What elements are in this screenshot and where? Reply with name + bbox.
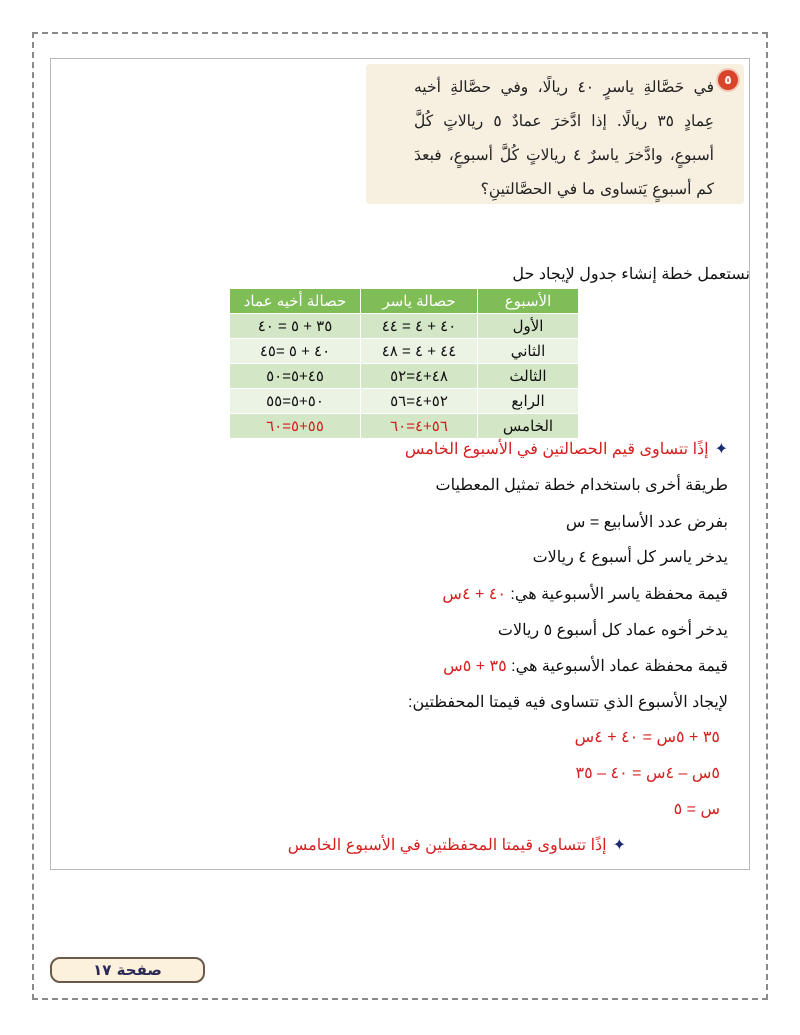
intro-text: نستعمل خطة إنشاء جدول لإيجاد حل <box>512 266 750 283</box>
assume-line: بفرض عدد الأسابيع = س <box>565 514 728 531</box>
table-cell-week: الثالث <box>478 364 579 389</box>
table-cell-week: الأول <box>478 314 579 339</box>
emad-value-expr: ٣٥ + ٥س <box>443 658 507 675</box>
page-number-label: صفحة ١٧ <box>50 957 205 983</box>
table-cell-week: الثاني <box>478 339 579 364</box>
yasir-value-label: قيمة محفظة ياسر الأسبوعية هي: <box>510 586 728 603</box>
yasir-value-expr: ٤٠ + ٤س <box>442 586 506 603</box>
header-emad: حصالة أخيه عماد <box>230 289 361 314</box>
problem-text: في حَصَّالةِ ياسرٍ ٤٠ ريالًا، وفي حصَّالةِ أخيه عِمادٍ ٣٥ ريالًا. إذا ادَّخرَ عمادٌ ٥ ريالاتٍ كُلَّ أسبوعٍ، وادَّخرَ ياسرٌ ٤ ريالاتٍ كُلَّ أسبوعٍ، فبعدَ كم أسبوعٍ يَتساوى ما في الحصَّالتينِ؟ <box>414 78 714 198</box>
diamond-bullet-icon: ✦ <box>714 441 728 458</box>
table-row <box>230 339 579 364</box>
yasir-saves-line: يدخر ياسر كل أسبوع ٤ ريالات <box>532 549 728 566</box>
table-cell-yasir: ٥٦+٤=٦٠ <box>361 414 478 439</box>
table-cell-yasir: ٤٤ + ٤ = ٤٨ <box>361 339 478 364</box>
equation-1: ٣٥ + ٥س = ٤٠ + ٤س <box>574 729 720 746</box>
table-cell-emad: ٤٠ + ٥ =٤٥ <box>230 339 361 364</box>
table-row <box>230 414 579 439</box>
table-cell-yasir: ٤٨+٤=٥٢ <box>361 364 478 389</box>
emad-value-line <box>443 656 728 676</box>
table-row <box>230 389 579 414</box>
problem-number-badge: ٥ <box>718 70 738 90</box>
yasir-value-line <box>442 584 728 604</box>
conclusion-1-text: إذًا تتساوى قيم الحصالتين في الأسبوع الخامس <box>404 441 709 458</box>
table-cell-week: الرابع <box>478 389 579 414</box>
conclusion-1 <box>405 439 728 459</box>
method2-title: طريقة أخرى باستخدام خطة تمثيل المعطيات <box>435 477 728 494</box>
header-yasir: حصالة ياسر <box>361 289 478 314</box>
savings-table <box>229 288 579 439</box>
table-cell-emad: ٥٥+٥=٦٠ <box>230 414 361 439</box>
equation-2: ٥س – ٤س = ٤٠ – ٣٥ <box>575 765 720 782</box>
table-row <box>230 364 579 389</box>
equation-3: س = ٥ <box>673 801 720 818</box>
header-week: الأسبوع <box>478 289 579 314</box>
find-week-line: لإيجاد الأسبوع الذي تتساوى فيه قيمتا المحفظتين: <box>408 694 728 711</box>
table-cell-yasir: ٥٢+٤=٥٦ <box>361 389 478 414</box>
table-cell-emad: ٤٥+٥=٥٠ <box>230 364 361 389</box>
table-row <box>230 314 579 339</box>
table-cell-week: الخامس <box>478 414 579 439</box>
conclusion-2-text: إذًا تتساوى قيمتا المحفظتين في الأسبوع الخامس <box>287 837 607 854</box>
table-header-row <box>230 289 579 314</box>
table-cell-emad: ٣٥ + ٥ = ٤٠ <box>230 314 361 339</box>
diamond-bullet-icon: ✦ <box>612 837 626 854</box>
table-cell-emad: ٥٠+٥=٥٥ <box>230 389 361 414</box>
emad-saves-line: يدخر أخوه عماد كل أسبوع ٥ ريالات <box>497 622 728 639</box>
table-cell-yasir: ٤٠ + ٤ = ٤٤ <box>361 314 478 339</box>
emad-value-label: قيمة محفظة عماد الأسبوعية هي: <box>511 658 728 675</box>
conclusion-2 <box>288 835 626 855</box>
